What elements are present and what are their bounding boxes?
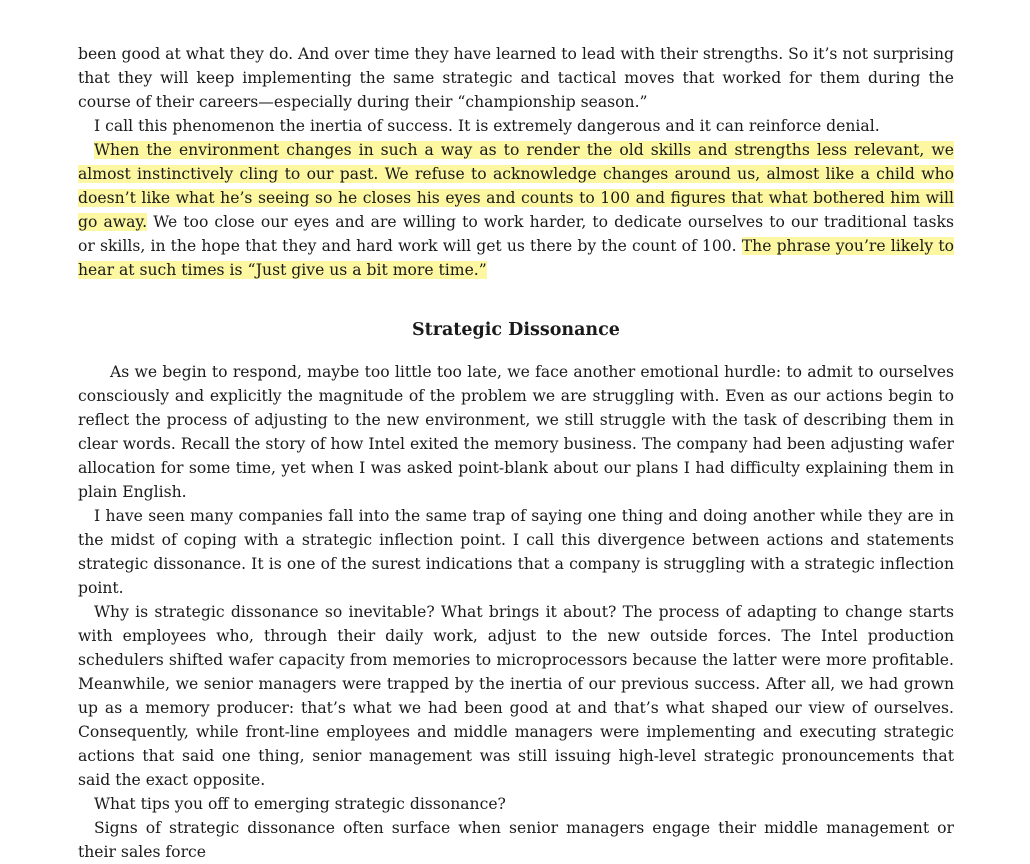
- paragraph-environment-changes: [78, 138, 954, 282]
- highlighted-passage-2[interactable]: The phrase you’re likely to hear at such times is “Just give us a bit more time.”: [78, 237, 954, 279]
- paragraph-continuation: been good at what they do. And over time they have learned to lead with their strengths. So it’s not surprising that they will keep implementing the same strategic and tactical moves that worked for them during the course of their careers—especially during their “championship season.”: [78, 45, 954, 111]
- plain-passage: We too close our eyes and are willing to work harder, to dedicate ourselves to our traditional tasks or skills, in the hope that they and hard work will get us there by the count of 100.: [78, 213, 954, 255]
- document-page: [78, 42, 954, 864]
- paragraph-signs-of-dissonance: Signs of strategic dissonance often surface when senior managers engage their middle management or their sales force: [78, 819, 954, 861]
- paragraph-inertia-of-success: I call this phenomenon the inertia of success. It is extremely dangerous and it can reinforce denial.: [94, 117, 880, 135]
- paragraph-same-trap: I have seen many companies fall into the same trap of saying one thing and doing another while they are in the midst of coping with a strategic inflection point. I call this divergence between actions and statements strategic dissonance. It is one of the surest indications that a company is struggling with a strategic inflection point.: [78, 507, 954, 597]
- paragraph-emotional-hurdle: As we begin to respond, maybe too little too late, we face another emotional hurdle: to admit to ourselves consciously and explicitly the magnitude of the problem we are struggling with. Even as our actions begin to reflect the process of adjusting to the new environment, we still struggle with the task of describing them in clear words. Recall the story of how Intel exited the memory business. The company had been adjusting wafer allocation for some time, yet when I was asked point-blank about our plans I had difficulty explaining them in plain English.: [78, 363, 954, 501]
- paragraph-why-inevitable: Why is strategic dissonance so inevitable? What brings it about? The process of adapting to change starts with employees who, through their daily work, adjust to the new outside forces. The Intel production schedulers shifted wafer capacity from memories to microprocessors because the latter were more profitable. Meanwhile, we senior managers were trapped by the inertia of our previous success. After all, we had grown up as a memory producer: that’s what we had been good at and that’s what shaped our view of ourselves. Consequently, while front-line employees and middle managers were implementing and executing strategic actions that said one thing, senior management was still issuing high-level strategic pronouncements that said the exact opposite.: [78, 603, 954, 789]
- highlighted-passage-1[interactable]: When the environment changes in such a way as to render the old skills and strengths less relevant, we almost instinctively cling to our past. We refuse to acknowledge changes around us, almost like a child who doesn’t like what he’s seeing so he closes his eyes and counts to 100 and figures that what bothered him will go away.: [78, 141, 954, 231]
- section-title: Strategic Dissonance: [412, 320, 620, 340]
- paragraph-tips-question: What tips you off to emerging strategic dissonance?: [94, 795, 506, 813]
